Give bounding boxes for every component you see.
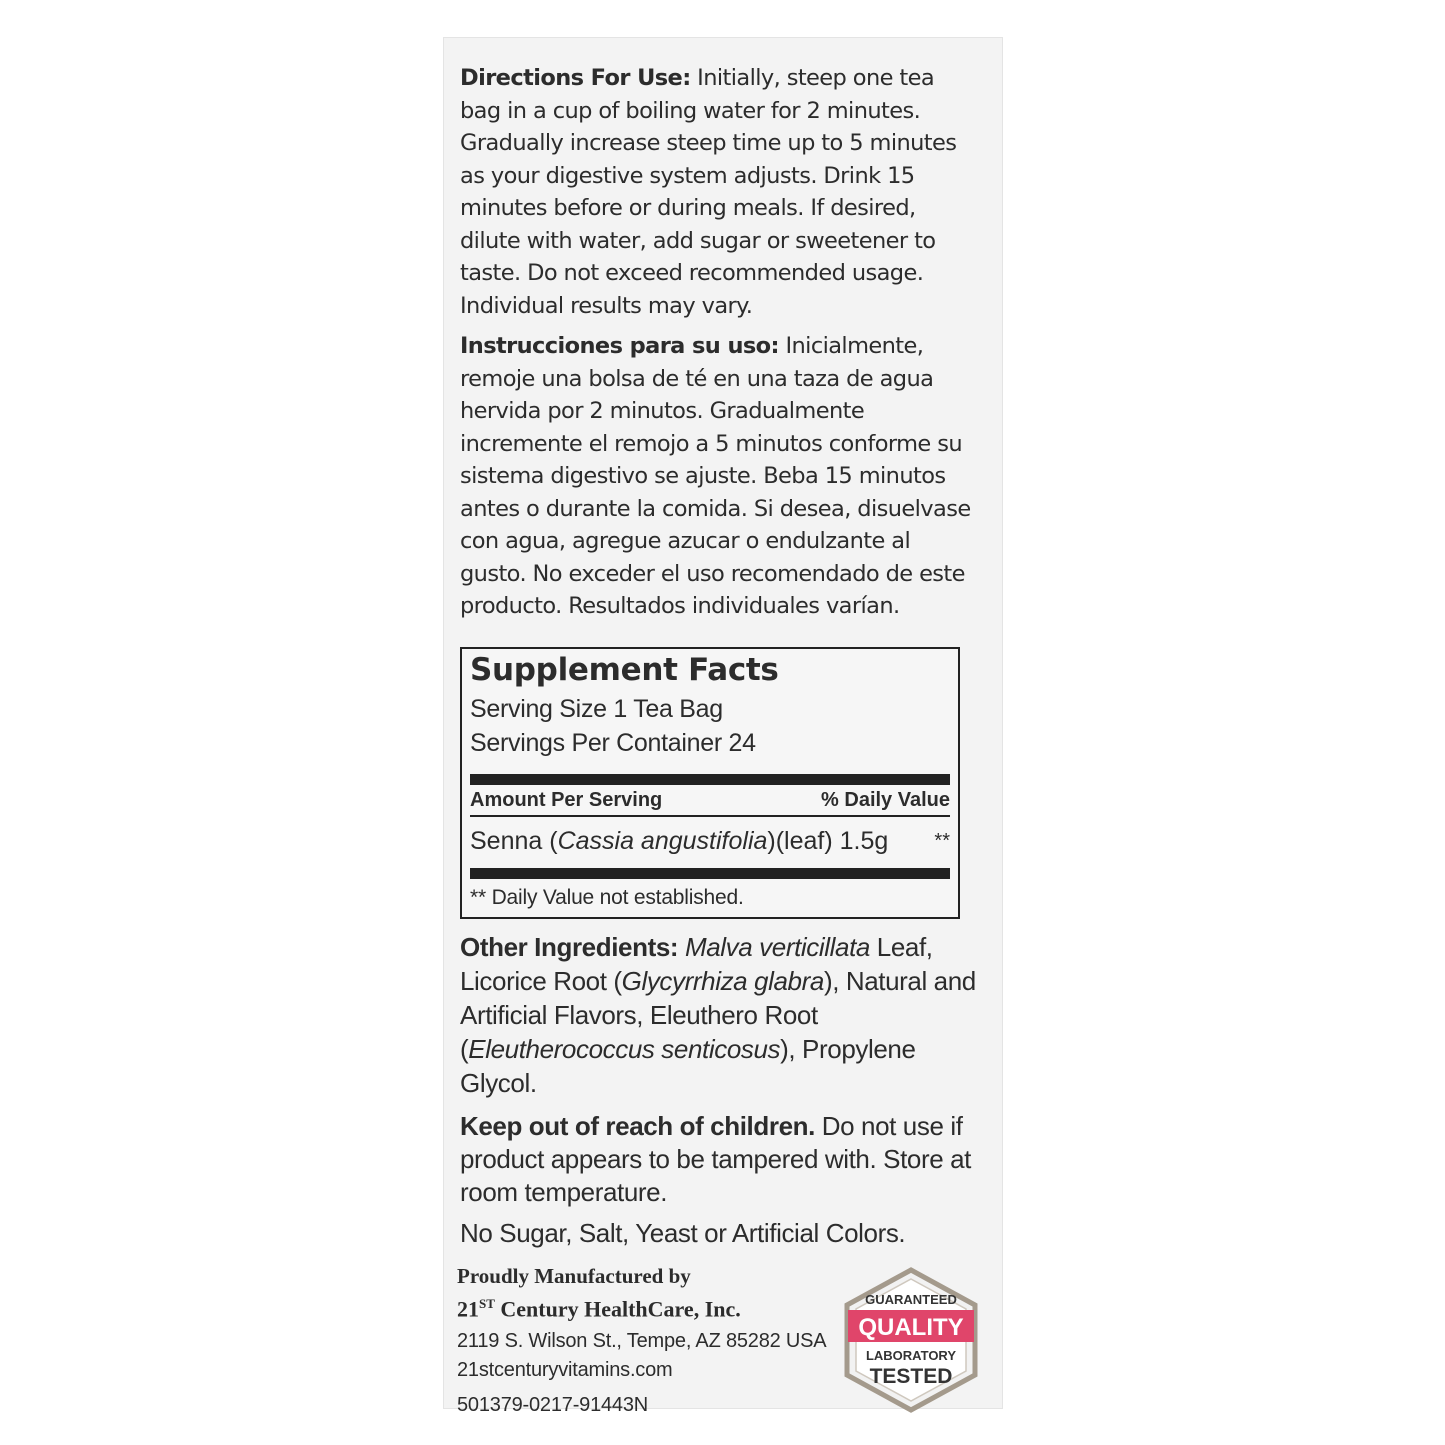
company-prefix: 21: [457, 1296, 479, 1322]
other-ingredients-paragraph: [460, 930, 980, 1100]
latin-eleutherococcus: Eleutherococcus senticosus: [468, 1034, 781, 1064]
facts-header-row: [470, 785, 950, 815]
directions-text: Initially, steep one tea bag in a cup of boiling water for 2 minutes. Gradually increase steep time up to 5 minutes as your digestive system adjusts. Drink 15 minutes before or during meals. If desired, dilute with water, add sugar or sweetener to taste. Do not exceed recommended usage. Individual results may vary.: [460, 65, 957, 319]
ingredient-latin-name: Cassia angustifolia: [557, 827, 768, 855]
facts-bottom-divider: [470, 868, 950, 879]
supplement-facts-title: Supplement Facts: [470, 652, 779, 688]
ingredient-description: [470, 820, 888, 862]
ingredient-name: Senna (: [470, 827, 558, 855]
company-name: [457, 1290, 857, 1323]
other-ingredients-label: Other Ingredients:: [460, 932, 679, 962]
directions-label: Directions For Use:: [460, 65, 691, 91]
company-sup: ST: [479, 1296, 495, 1311]
manufactured-by: Proudly Manufactured by: [457, 1264, 691, 1288]
lower-section: [460, 930, 980, 1258]
quality-badge: [842, 1267, 980, 1413]
amount-per-serving-header: Amount Per Serving: [470, 789, 663, 811]
warning-label: Keep out of reach of children.: [460, 1111, 815, 1141]
facts-thick-divider: [470, 774, 950, 785]
directions-section: [460, 62, 980, 631]
warning-text: Do not use if product appears to be tampered with. Store at room temperature.: [460, 1111, 971, 1207]
instrucciones-paragraph: [460, 330, 980, 623]
address: 2119 S. Wilson St., Tempe, AZ 85282 USA: [457, 1330, 827, 1353]
facts-footnote: ** Daily Value not established.: [470, 886, 744, 909]
daily-value-header: % Daily Value: [821, 789, 950, 811]
instrucciones-text: Inicialmente, remoje una bolsa de té en una taza de agua hervida por 2 minutos. Gradualmente incremente el remojo a 5 minutos conforme su sistema digestivo se ajuste. Beba 15 minutos antes o durante la comida. Si desea, disuelvase con agua, agregue azucar o endulzante al gusto. No exceder el uso recomendado de este producto. Resultados individuales varían.: [460, 333, 971, 619]
ingredient-daily-value: **: [934, 830, 950, 852]
serving-size: Serving Size 1 Tea Bag: [470, 695, 723, 723]
servings-per-container: Servings Per Container 24: [470, 729, 756, 757]
other-text-3: ), Propylene Glycol.: [460, 1034, 916, 1098]
ingredient-amount: )(leaf) 1.5g: [767, 827, 889, 855]
directions-paragraph: [460, 62, 980, 322]
badge-middle-text: QUALITY: [858, 1314, 964, 1341]
latin-malva: Malva verticillata: [684, 932, 870, 962]
ingredient-row: [470, 817, 950, 862]
warning-paragraph: [460, 1110, 980, 1209]
other-text-1: Leaf, Licorice Root (: [460, 932, 933, 996]
other-text-2: ), Natural and Artificial Flavors, Eleuthero Root (: [460, 966, 976, 1064]
badge-bottom-text-2: TESTED: [869, 1365, 953, 1388]
latin-glycyrrhiza: Glycyrrhiza glabra: [621, 966, 824, 996]
website: 21stcenturyvitamins.com: [457, 1359, 673, 1382]
no-sugar-statement: No Sugar, Salt, Yeast or Artificial Colors.: [460, 1218, 906, 1248]
label-panel: [443, 37, 1003, 1417]
manufacturer-block: [457, 1262, 857, 1419]
company-rest: Century HealthCare, Inc.: [494, 1296, 741, 1322]
badge-bottom-text-1: LABORATORY: [865, 1348, 957, 1363]
supplement-facts-panel: [460, 647, 960, 919]
instrucciones-label: Instrucciones para su uso:: [460, 333, 779, 359]
badge-top-text: GUARANTEED: [865, 1292, 957, 1307]
product-code: 501379-0217-91443N: [457, 1394, 649, 1417]
